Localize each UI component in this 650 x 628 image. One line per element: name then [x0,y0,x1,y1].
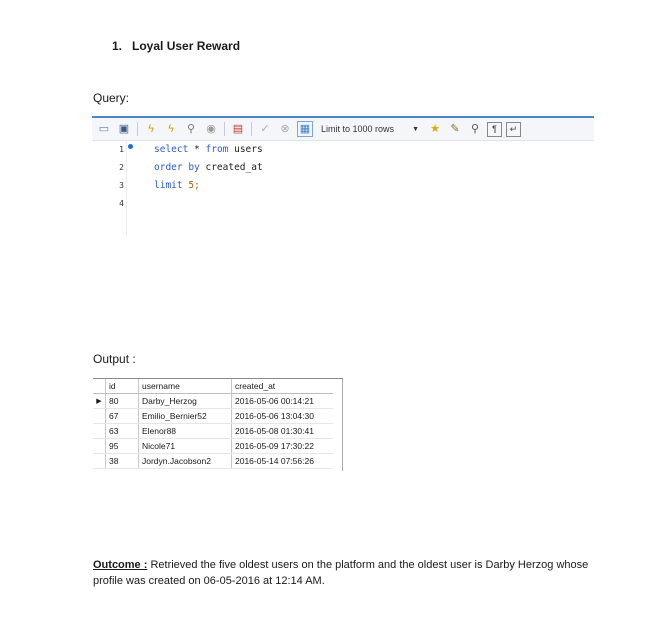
current-row-icon: ▶ [93,394,106,409]
table-row[interactable] [93,424,333,439]
toolbar-separator [224,122,225,136]
cancel-icon[interactable]: ⊗ [280,123,290,135]
output-label: Output : [93,352,136,366]
line-number: 3 [119,181,124,190]
star-icon[interactable]: ★ [430,123,440,135]
statement-marker-icon [128,144,133,149]
line-number: 1 [119,145,124,154]
row-selector[interactable] [93,424,106,439]
lightning-cursor-icon[interactable]: ϟ [168,123,174,135]
cell-username[interactable]: Jordyn.Jacobson2 [139,454,232,469]
code-keyword: from [205,144,229,155]
cell-username[interactable]: Elenor88 [139,424,232,439]
sql-editor[interactable] [92,116,594,236]
editor-toolbar [92,118,594,141]
code-text: users [228,144,263,155]
column-header-id[interactable]: id [106,379,139,394]
stop-icon[interactable]: ◉ [206,123,216,135]
check-icon[interactable]: ✓ [260,123,270,135]
cell-username[interactable]: Emilio_Bernier52 [139,409,232,424]
cell-created-at[interactable]: 2016-05-06 00:14:21 [232,394,334,409]
cell-created-at[interactable]: 2016-05-09 17:30:22 [232,439,334,454]
brush-icon[interactable]: ✎ [450,123,460,135]
code-keyword: limit [154,180,183,191]
line-number: 4 [119,199,124,208]
table-row[interactable] [93,409,333,424]
outcome-paragraph [93,557,613,589]
column-header-created-at[interactable]: created_at [232,379,334,394]
explain-icon[interactable]: ▤ [232,123,244,135]
search-icon[interactable]: ⚲ [470,123,480,135]
cell-username[interactable]: Darby_Herzog [139,394,232,409]
limit-rows-select[interactable] [321,122,419,136]
code-text: * [188,144,206,155]
cell-id[interactable]: 80 [106,394,139,409]
table-row[interactable] [93,454,333,469]
cell-id[interactable]: 67 [106,409,139,424]
column-header-username[interactable]: username [139,379,232,394]
section-heading [112,39,240,53]
line-gutter [92,141,127,236]
line-number: 2 [119,163,124,172]
table-row[interactable] [93,394,333,409]
heading-title: Loyal User Reward [132,39,241,53]
code-line[interactable] [154,144,263,155]
code-text: created_at [199,162,263,173]
magnifier-icon[interactable]: ⚲ [186,123,196,135]
cell-created-at[interactable]: 2016-05-14 07:56:26 [232,454,334,469]
row-selector[interactable] [93,439,106,454]
code-line[interactable] [154,180,200,191]
cell-username[interactable]: Nicole71 [139,439,232,454]
cell-created-at[interactable]: 2016-05-08 01:30:41 [232,424,334,439]
paragraph-icon[interactable]: ¶ [487,122,502,137]
result-grid[interactable] [93,378,343,471]
query-label: Query: [93,91,130,105]
toolbar-separator [251,122,252,136]
result-table [93,379,333,469]
cell-id[interactable]: 63 [106,424,139,439]
limit-rows-label: Limit to 1000 rows [321,124,395,134]
chevron-down-icon: ▼ [412,125,419,133]
folder-icon[interactable]: ▭ [98,123,110,135]
save-icon[interactable]: ▣ [118,123,130,135]
table-header-row [93,379,333,394]
outcome-label: Outcome : [93,559,148,571]
outcome-text: Retrieved the five oldest users on the platform and the oldest user is Darby Herzog whose profile was created on 06-05-2016 at 12:14 AM. [93,559,589,587]
wrap-icon[interactable]: ↵ [506,122,521,137]
row-selector-header [93,379,106,394]
table-row[interactable] [93,439,333,454]
code-line[interactable] [154,162,263,173]
cell-created-at[interactable]: 2016-05-06 13:04:30 [232,409,334,424]
lightning-icon[interactable]: ϟ [148,123,154,135]
cell-id[interactable]: 95 [106,439,139,454]
row-selector[interactable] [93,409,106,424]
heading-number: 1. [112,39,123,53]
toolbar-separator [137,122,138,136]
cell-id[interactable]: 38 [106,454,139,469]
toggle-icon[interactable]: ▦ [297,121,313,137]
row-selector[interactable] [93,454,106,469]
code-keyword: order by [154,162,200,173]
code-number: 5; [188,180,200,191]
code-keyword: select [154,144,189,155]
